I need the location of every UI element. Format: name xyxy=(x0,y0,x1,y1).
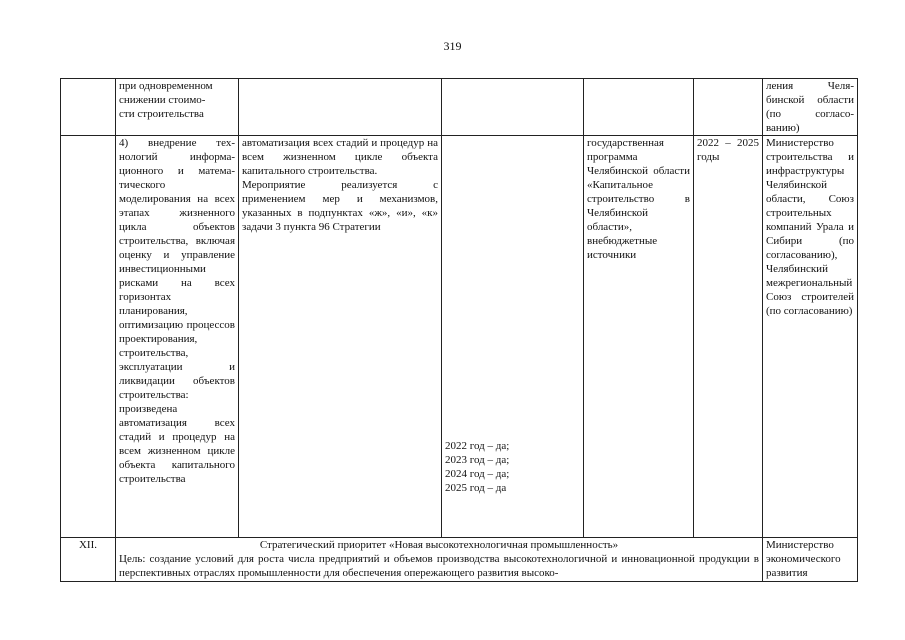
indicator-2023: 2023 год – да; xyxy=(445,454,510,466)
section-responsible: Министерство экономического развития xyxy=(763,538,858,582)
section-body xyxy=(116,538,763,582)
section-number: XII. xyxy=(61,538,116,582)
section-goal: Цель: создание условий для роста числа предприятий и объемов производства высокотехнологичной и инновационной продукции в перспективных отраслях промышленности для обеспечения опережающего развития высоко- xyxy=(119,553,759,579)
measure-note: Мероприятие реализуется с применением мер и механизмов, указанных в подпунктах «ж», «и», «к» задачи 3 пункта 96 Стратегии xyxy=(242,179,438,233)
cell-source xyxy=(584,79,694,136)
cell-number xyxy=(61,79,116,136)
section-row xyxy=(61,538,858,582)
strategy-table xyxy=(60,78,858,582)
cell-period: 2022 – 2025 годы xyxy=(694,136,763,538)
table-row xyxy=(61,79,858,136)
cell-task xyxy=(116,136,239,538)
indicator-2025: 2025 год – да xyxy=(445,482,507,494)
cell-number xyxy=(61,136,116,538)
cell-responsible: ления Челя- бинской области (по согласо- ванию) xyxy=(763,79,858,136)
cell-measure xyxy=(239,136,442,538)
cell-measure xyxy=(239,79,442,136)
measure-text: автоматизация всех стадий и процедур на всем жизненном цикле объекта капитального строительства. xyxy=(242,137,438,177)
page-number: 319 xyxy=(443,39,462,53)
cell-source: государственная программа Челябинской области «Капитальное строительство в Челябинской области», внебюджетные источники xyxy=(584,136,694,538)
cell-indicators xyxy=(442,79,584,136)
section-title: Стратегический приоритет «Новая высокотехнологичная промышленность» xyxy=(259,539,619,551)
indicator-2024: 2024 год – да; xyxy=(445,468,510,480)
cell-task: при одновременном снижении стоимо- сти строительства xyxy=(116,79,239,136)
cell-responsible: Министерство строительства и инфраструктуры Челябинской области, Союз строительных компаний Урала и Сибири (по согласованию), Челябинский межрегиональный Союз строителей (по согласованию) xyxy=(763,136,858,538)
task-text: 4) внедрение тех- нологий информа- ционного и матема- тического моделирования на всех этапах жизненного цикла объектов строительства, включая оценку и управление инвестиционными рисками на всех горизонтах планирования, оптимизацию процессов проектирования, строительства, эксплуатации и ликвидации объектов строительства: xyxy=(119,137,235,401)
cell-period xyxy=(694,79,763,136)
indicator-2022: 2022 год – да; xyxy=(445,440,510,452)
task-result: произведена автоматизация всех стадий и процедур на всем жизненном цикле объекта капитального строительства xyxy=(119,403,235,485)
cell-indicators xyxy=(442,136,584,538)
table-row xyxy=(61,136,858,538)
